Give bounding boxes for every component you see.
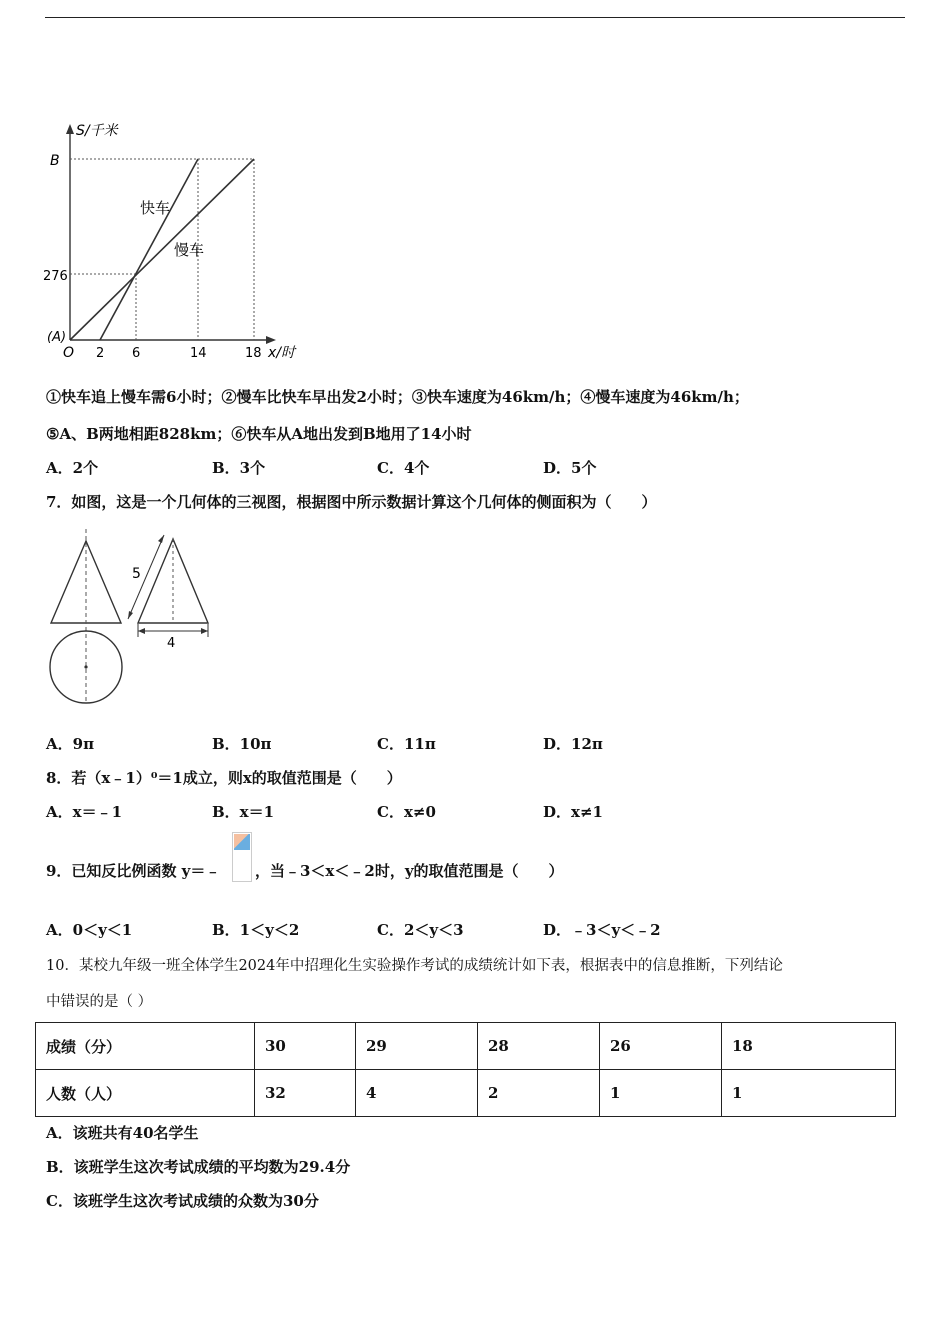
label-a: (A): [47, 330, 67, 345]
q7-option-a[interactable]: A．9π: [46, 735, 95, 753]
q9-question-end: ，当﹣3＜x＜﹣2时，y的取值范围是（ ）: [255, 862, 564, 880]
label-b: B: [50, 153, 60, 169]
q7-option-c[interactable]: C．11π: [377, 735, 436, 753]
q6-option-a[interactable]: A．2个: [46, 459, 99, 477]
label-276: 276: [43, 269, 68, 284]
table-cell: 28: [478, 1023, 600, 1070]
q7-question: 7．如图，这是一个几何体的三视图，根据图中所示数据计算这个几何体的侧面积为（ ）: [46, 493, 657, 511]
table-cell: 29: [356, 1023, 478, 1070]
distance-time-graph: [40, 115, 310, 370]
x-axis-arrow: [266, 336, 276, 344]
table-cell: 32: [255, 1070, 356, 1117]
label-o: O: [63, 345, 75, 361]
q9-option-a[interactable]: A．0＜y＜1: [46, 921, 133, 939]
q6-option-c[interactable]: C．4个: [377, 459, 430, 477]
x-axis-label: x/时: [268, 345, 296, 361]
slow-car-line: [70, 159, 254, 340]
slow-car-label: 慢车: [174, 241, 205, 259]
table-cell: 1: [600, 1070, 722, 1117]
q8-option-a[interactable]: A．x＝﹣1: [46, 803, 123, 821]
x-tick-18: 18: [245, 346, 262, 361]
q9-question-start: 9．已知反比例函数 y＝﹣: [46, 862, 221, 880]
table-row-scores: [36, 1023, 896, 1070]
broken-image-icon: [232, 832, 252, 882]
scores-table: [35, 1022, 896, 1117]
q6-option-d[interactable]: D．5个: [543, 459, 597, 477]
dim-label-5: 5: [132, 566, 141, 582]
fast-car-label: 快车: [140, 199, 171, 217]
q8-question: 8．若（x﹣1）⁰＝1成立，则x的取值范围是（ ）: [46, 769, 402, 787]
table-row-counts: [36, 1070, 896, 1117]
table-cell: 26: [600, 1023, 722, 1070]
table-cell: 成绩（分）: [36, 1023, 255, 1070]
q8-option-b[interactable]: B．x＝1: [212, 803, 275, 821]
q9-option-c[interactable]: C．2＜y＜3: [377, 921, 464, 939]
x-tick-2: 2: [96, 346, 105, 361]
q9-option-d[interactable]: D．﹣3＜y＜﹣2: [543, 921, 661, 939]
table-cell: 4: [356, 1070, 478, 1117]
q7-option-b[interactable]: B．10π: [212, 735, 272, 753]
y-axis-label: S/千米: [76, 123, 118, 139]
x-tick-6: 6: [132, 346, 141, 361]
table-cell: 人数（人）: [36, 1070, 255, 1117]
q10-option-b[interactable]: B．该班学生这次考试成绩的平均数为29.4分: [46, 1158, 351, 1176]
table-cell: 30: [255, 1023, 356, 1070]
q7-option-d[interactable]: D．12π: [543, 735, 603, 753]
q6-statements-2: ⑤A、B两地相距828km；⑥快车从A地出发到B地用了14小时: [46, 425, 472, 443]
header-rule: [45, 17, 905, 18]
table-cell: 2: [478, 1070, 600, 1117]
x-tick-14: 14: [190, 346, 207, 361]
y-axis-arrow: [66, 124, 74, 134]
dim-label-4: 4: [167, 636, 176, 651]
q6-statements-1: ①快车追上慢车需6小时；②慢车比快车早出发2小时；③快车速度为46km/h；④慢车速度为46km/h；: [46, 388, 749, 406]
q10-question-line1: 10．某校九年级一班全体学生2024年中招理化生实验操作考试的成绩统计如下表，根据表中的信息推断，下列结论: [46, 958, 783, 974]
q10-option-c[interactable]: C．该班学生这次考试成绩的众数为30分: [46, 1192, 319, 1210]
q10-option-a[interactable]: A．该班共有40名学生: [46, 1124, 199, 1142]
table-cell: 1: [722, 1070, 896, 1117]
q8-option-c[interactable]: C．x≠0: [377, 803, 436, 821]
table-cell: 18: [722, 1023, 896, 1070]
q8-option-d[interactable]: D．x≠1: [543, 803, 603, 821]
top-view-center: [84, 665, 87, 668]
q6-option-b[interactable]: B．3个: [212, 459, 266, 477]
three-view-drawing: [44, 527, 214, 712]
q10-question-line2: 中错误的是（ ）: [46, 994, 153, 1010]
q9-option-b[interactable]: B．1＜y＜2: [212, 921, 300, 939]
